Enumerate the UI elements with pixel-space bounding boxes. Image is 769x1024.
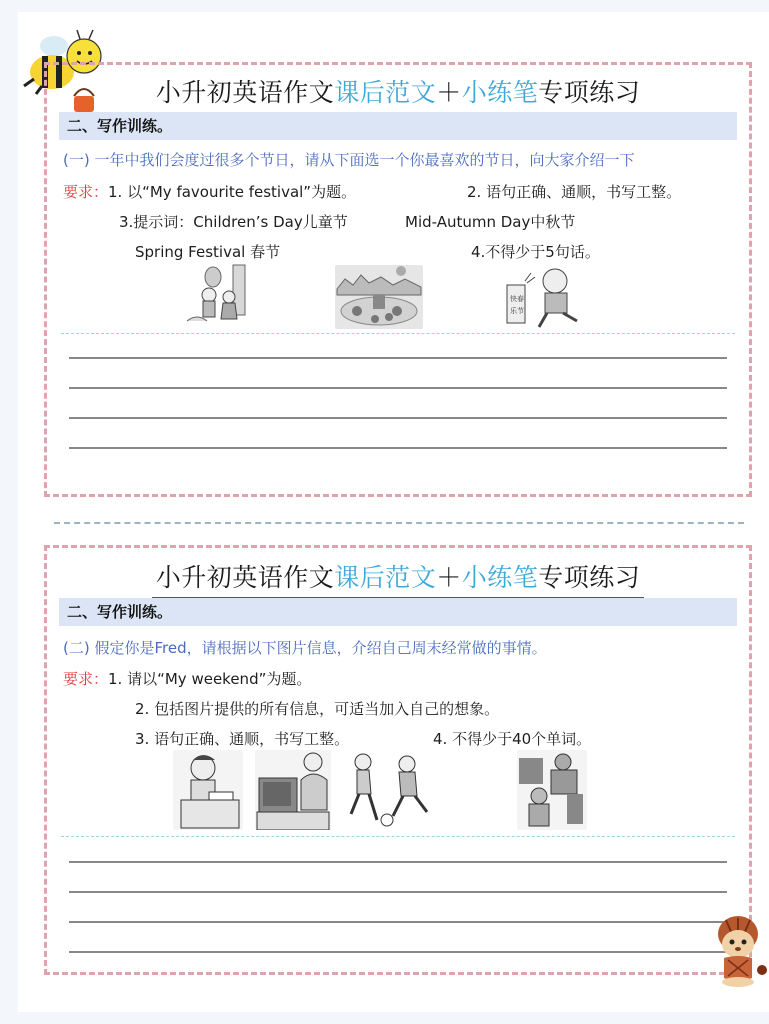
doing-homework-illustration bbox=[173, 750, 243, 830]
mid-autumn-illustration bbox=[335, 265, 423, 329]
worksheet-title bbox=[47, 558, 749, 600]
writing-line[interactable] bbox=[69, 861, 727, 863]
requirement-row bbox=[63, 668, 311, 689]
requirement-item: 2. 包括图片提供的所有信息，可适当加入自己的想象。 bbox=[135, 700, 500, 718]
title-part: 小升初英语作文 bbox=[155, 78, 335, 107]
childrens-day-illustration bbox=[177, 263, 267, 331]
watching-tv-illustration bbox=[255, 750, 331, 830]
title-accent: 小练笔 bbox=[461, 563, 539, 592]
requirement-row bbox=[63, 181, 356, 202]
requirement-item: 2. 语句正确、通顺，书写工整。 bbox=[467, 183, 682, 201]
playing-football-illustration bbox=[343, 750, 433, 830]
requirement-item: Spring Festival 春节 bbox=[135, 243, 281, 261]
title-accent: 课后范文 bbox=[334, 78, 437, 107]
writing-line[interactable] bbox=[69, 387, 727, 389]
requirement-item: 3. 语句正确、通顺，书写工整。 bbox=[135, 730, 350, 748]
writing-line[interactable] bbox=[69, 891, 727, 893]
task-prompt: (二) 假定你是Fred，请根据以下图片信息，介绍自己周末经常做的事情。 bbox=[63, 639, 547, 657]
svg-text:快春: 快春 bbox=[510, 295, 524, 303]
lion-mascot-icon bbox=[712, 914, 769, 988]
requirement-item: Mid-Autumn Day中秋节 bbox=[405, 213, 576, 231]
writing-line[interactable] bbox=[69, 951, 727, 953]
writing-line[interactable] bbox=[69, 921, 727, 923]
worksheet-title bbox=[47, 73, 749, 115]
requirement-item: 1. 以“My favourite festival”为题。 bbox=[108, 183, 357, 201]
title-plus: ＋ bbox=[436, 563, 462, 592]
page-separator bbox=[54, 522, 744, 524]
title-plus: ＋ bbox=[436, 78, 462, 107]
writing-line[interactable] bbox=[69, 417, 727, 419]
spring-festival-firecracker-illustration bbox=[503, 263, 589, 331]
worksheet-card-festival bbox=[44, 62, 752, 497]
title-accent: 课后范文 bbox=[334, 563, 437, 592]
dotted-divider bbox=[61, 836, 735, 837]
svg-text:乐节: 乐节 bbox=[510, 307, 524, 315]
task-prompt: (一) 一年中我们会度过很多个节日，请从下面选一个你最喜欢的节日，向大家介绍一下 bbox=[63, 151, 635, 169]
title-part: 小升初英语作文 bbox=[155, 563, 335, 592]
writing-line[interactable] bbox=[69, 447, 727, 449]
section-header: 二、写作训练。 bbox=[59, 598, 737, 626]
writing-line[interactable] bbox=[69, 357, 727, 359]
title-part: 专项练习 bbox=[538, 78, 641, 107]
requirement-item: 1. 请以“My weekend”为题。 bbox=[108, 670, 312, 688]
title-accent: 小练笔 bbox=[461, 78, 539, 107]
dotted-divider bbox=[61, 333, 735, 334]
requirement-item: 4.不得少于5句话。 bbox=[471, 243, 600, 261]
section-header: 二、写作训练。 bbox=[59, 112, 737, 140]
worksheet-card-weekend bbox=[44, 545, 752, 975]
requirement-item: 3.提示词：Children’s Day儿童节 bbox=[119, 213, 348, 231]
requirement-item: 4. 不得少于40个单词。 bbox=[433, 730, 592, 748]
requirements-label: 要求： bbox=[63, 183, 109, 201]
family-reading-illustration bbox=[517, 750, 587, 830]
title-part: 专项练习 bbox=[538, 563, 641, 592]
requirements-label: 要求： bbox=[63, 670, 109, 688]
